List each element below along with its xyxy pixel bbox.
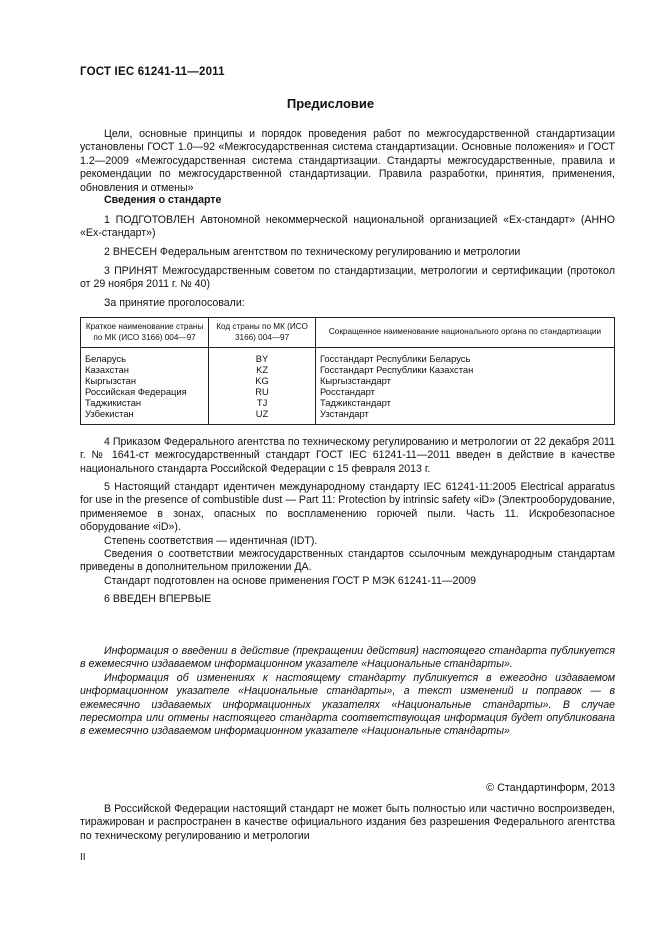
- copyright: © Стандартинформ, 2013: [486, 782, 615, 794]
- cell-country: Таджикистан: [81, 397, 209, 408]
- item-5-basis: Стандарт подготовлен на основе применения ГОСТ Р МЭК 61241-11—2009: [104, 574, 477, 587]
- cell-body: Таджикстандарт: [315, 397, 614, 408]
- cell-code: TJ: [209, 397, 316, 408]
- standard-info-block: [80, 194, 615, 207]
- info-paragraph-2: Информация об изменениях к настоящему стандарту публикуется в ежегодно издаваемом информационном указателе «Национальные стандарты», а текст изменений и поправок — в ежемесячно издаваемых информационных указателях «Национальные стандарты». В случае пересмотра или отмены настоящего стандарта соответствующая информация будет опубликована в ежемесячно издаваемом информационном указателе «Национальные стандарты»: [80, 671, 615, 738]
- cell-body: Госстандарт Республики Казахстан: [315, 364, 614, 375]
- item-5-references: Сведения о соответствии межгосударственных стандартов ссылочным международным стандартам приведены в дополнительном приложении ДА.: [80, 548, 615, 574]
- item-5-block: [80, 481, 615, 588]
- table-row: [81, 386, 615, 397]
- cell-body: Узстандарт: [315, 408, 614, 425]
- cell-body: Росстандарт: [315, 386, 614, 397]
- reproduction-notice: В Российской Федерации настоящий стандарт не может быть полностью или частично воспроизведен, тиражирован и распространен в качестве официального издания без разрешения Федерального агентства по техническому регулированию и метрологии: [80, 803, 615, 842]
- section-subheading: Сведения о стандарте: [104, 194, 222, 206]
- column-header-body: Сокращенное наименование национального органа по стандартизации: [315, 318, 614, 348]
- table-row: [81, 348, 615, 365]
- cell-country: Казахстан: [81, 364, 209, 375]
- item-3: 3 ПРИНЯТ Межгосударственным советом по стандартизации, метрологии и сертификации (протокол от 29 ноября 2011 г. № 40): [80, 265, 615, 291]
- item-4: 4 Приказом Федерального агентства по техническому регулированию и метрологии от 22 декабря 2011 г. № 1641-ст межгосударственный стандарт ГОСТ IEC 61241-11—2011 введен в действие в качестве национального стандарта Российской Федерации с 15 февраля 2013 г.: [80, 436, 615, 475]
- table-header-row: [81, 318, 615, 348]
- column-header-code: Код страны по МК (ИСО 3166) 004—97: [209, 318, 316, 348]
- voting-table: [80, 317, 615, 425]
- cell-code: KG: [209, 375, 316, 386]
- item-3-block: [80, 265, 615, 292]
- intro-block: [80, 128, 615, 195]
- item-2: 2 ВНЕСЕН Федеральным агентством по техническому регулированию и метрологии: [104, 246, 521, 258]
- cell-country: Российская Федерация: [81, 386, 209, 397]
- cell-code: RU: [209, 386, 316, 397]
- item-4-block: [80, 436, 615, 476]
- cell-country: Беларусь: [81, 348, 209, 365]
- cell-code: UZ: [209, 408, 316, 425]
- cell-code: BY: [209, 348, 316, 365]
- cell-country: Узбекистан: [81, 408, 209, 425]
- item-1-block: [80, 214, 615, 241]
- document-header: ГОСТ IEC 61241-11—2011: [80, 66, 225, 78]
- page-number: II: [80, 852, 86, 863]
- reproduction-notice-block: [80, 803, 615, 843]
- publication-info-block: [80, 645, 615, 739]
- voted-label: За принятие проголосовали:: [104, 297, 245, 309]
- table-row: [81, 397, 615, 408]
- cell-body: Госстандарт Республики Беларусь: [315, 348, 614, 365]
- cell-code: KZ: [209, 364, 316, 375]
- page-title: Предисловие: [286, 96, 375, 111]
- cell-body: Кыргызстандарт: [315, 375, 614, 386]
- cell-country: Кыргызстан: [81, 375, 209, 386]
- table-row: [81, 364, 615, 375]
- item-2-block: [80, 246, 615, 259]
- item-5: 5 Настоящий стандарт идентичен международному стандарту IEC 61241-11:2005 Electrical apparatus for use in the presence of combustible dust — Part 11: Protection by intrinsic safety «iD» (Электрооборудование, применяемое в зонах, опасных по воспламенению горючей пыли. Часть 11. Искробезопасное оборудование «iD»).: [80, 481, 615, 534]
- item-1: 1 ПОДГОТОВЛЕН Автономной некоммерческой национальной организацией «Ех-стандарт» (АННО «Ех-стандарт»): [80, 214, 615, 240]
- table-row: [81, 408, 615, 425]
- info-paragraph-1: Информация о введении в действие (прекращении действия) настоящего стандарта публикуется в ежемесячно издаваемом информационном указателе «Национальные стандарты».: [80, 645, 615, 671]
- item-5-degree: Степень соответствия — идентичная (IDT).: [104, 534, 318, 547]
- table-row: [81, 375, 615, 386]
- column-header-country: Краткое наименование страны по МК (ИСО 3166) 004—97: [81, 318, 209, 348]
- intro-paragraph: Цели, основные принципы и порядок проведения работ по межгосударственной стандартизации установлены ГОСТ 1.0—92 «Межгосударственная система стандартизации. Основные положения» и ГОСТ 1.2—2009 «Межгосударственная система стандартизации. Стандарты межгосударственные, правила и рекомендации по межгосударственной стандартизации. Правила разработки, принятия, применения, обновления и отмены»: [80, 128, 615, 194]
- item-6-block: [80, 593, 615, 606]
- item-6: 6 ВВЕДЕН ВПЕРВЫЕ: [104, 593, 212, 605]
- voted-block: [80, 297, 615, 310]
